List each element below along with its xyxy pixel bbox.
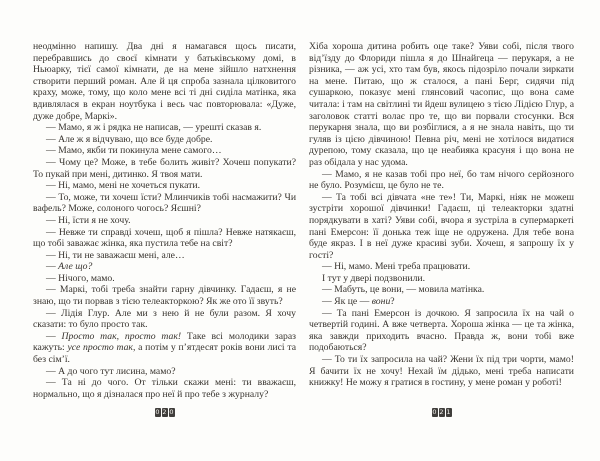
text-segment: — Ні, їсти я не хочу. xyxy=(46,214,131,226)
text-segment: — Та тобі всі дівчата «не те»! Ти, Маркі, ніяк не можеш зустріти хорошої дівчинки! Гадаєш, ці телеакторки здатні порядкувати в хаті? Уяви собі, вчора я зустріла в супермаркеті пані Емерсон: її донька теж іще не одружена. Для тебе вона буде якраз. І в неї дуже красиві зуби. Хочеш, я запрошу їх у гості? xyxy=(309,191,574,261)
text-segment: , а потім у п’ятдесят років вони лисі та без сім’ї. xyxy=(33,342,296,366)
paragraph xyxy=(33,122,296,134)
text-segment: І тут у двері подзвонили. xyxy=(322,272,426,284)
text-segment: — Ні, мамо. Мені треба працювати. xyxy=(322,261,471,273)
paragraph xyxy=(309,41,574,169)
paragraph xyxy=(33,377,296,400)
paragraph xyxy=(33,273,296,285)
text-segment: — Але ж я відчуваю, що все буде добре. xyxy=(46,133,213,145)
text-segment: Хіба хороша дитина робить оце таке? Уяви собі, після твого від’їзду до Флориди пішла я до Шнайгеца — перукаря, а не різника, — аж усі, хто там був, якось підозріло почали зиркати на мене. Питаю, що ж сталося, а пані Берг, сидячи під сушаркою, показує мені глянсовий часопис, що вона саме читала: і там на світлині ти йдеш вулицею з тією Лідією Глур, а заголовок статті волає про те, що ви порвали стосунки. Вся перукарня знала, що ви розбіглися, а я не знала навіть, що ти гуляв із цією дівчиною! Певна річ, мені не хотілося видатися дурепою, тому сказала, що це неабияка красуня і що вона не раз обідала у нас удома. xyxy=(309,41,574,168)
paragraph xyxy=(309,273,574,285)
text-segment: — А до чого тут лисина, мамо? xyxy=(46,365,176,377)
text-segment: — Невже ти справді хочеш, щоб я пішла? Невже натякаєш, що тобі заважає жінка, яка пустила тебе на світ? xyxy=(33,226,296,250)
text-segment: — Нічого, мамо. xyxy=(46,272,115,284)
paragraph xyxy=(309,354,574,389)
paragraph xyxy=(33,41,296,122)
paragraph xyxy=(309,169,574,192)
text-segment: ? xyxy=(390,296,395,308)
text-segment: — xyxy=(46,261,59,273)
page-number-digit: 2 xyxy=(439,408,444,416)
text-segment: — Мамо, я не казав тобі про неї, бо там нічого серйозного не було. Розумієш, це було не те. xyxy=(309,168,574,192)
text-segment: — Мамо, я ж і рядка не написав, — урешті сказав я. xyxy=(46,122,262,134)
italic-text: усе просто так xyxy=(67,342,133,354)
paragraph xyxy=(33,331,296,366)
paragraph xyxy=(309,296,574,308)
page-number-digit: 0 xyxy=(169,408,174,416)
page-text-right xyxy=(309,41,574,389)
text-segment: — Ні, мамо, мені не хочеться пукати. xyxy=(46,180,201,192)
text-segment: — То ти їх запросила на чай? Жени їх під три чорти, мамо! Я бачити їх не хочу! Нехай їм дідько, мені треба написати книжку! Не можу я гратися в гостину, у мене роман у роботі! xyxy=(309,354,574,389)
page-number-left xyxy=(33,408,296,417)
text-segment: — Та ні до чого. От тільки скажи мені: ти вважаєш, нормально, що я дізналася про неї й про тебе з журналу? xyxy=(33,377,296,400)
page-text-left xyxy=(33,41,296,400)
paragraph xyxy=(33,192,296,215)
text-segment: — Мамо, якби ти покинула мене самого… xyxy=(46,145,222,157)
text-segment: — Мабуть, це вони, — мовила матінка. xyxy=(322,284,485,296)
book-page-right xyxy=(309,41,574,461)
paragraph xyxy=(33,145,296,157)
text-segment: — Та пані Емерсон із дочкою. Я запросила їх на чай о четвертій годині. А вже четверта. Хороша жінка — це та жінка, яка завжди приходить вчасно. Правда ж, вони тобі вже подобаються? xyxy=(309,307,574,354)
italic-text: вони xyxy=(371,296,391,308)
paragraph xyxy=(33,284,296,307)
text-segment: — То, може, ти хочеш їсти? Млинчиків тобі насмажити? Чи вафель? Може, солоного чогось? Яєшні? xyxy=(33,191,296,215)
text-segment: — Маркі, тобі треба знайти гарну дівчинку. Гадаєш, я не знаю, що ти порвав з тією телеакторкою? Як же ото її звуть? xyxy=(33,284,296,308)
italic-text: Але що? xyxy=(58,261,93,273)
text-segment: — xyxy=(46,330,62,342)
paragraph xyxy=(33,261,296,273)
text-segment: — Лідія Глур. Але ми з нею й не були разом. Я хочу сказати: то було просто так. xyxy=(33,307,296,331)
paragraph xyxy=(33,366,296,378)
page-number-digit: 1 xyxy=(446,408,451,416)
paragraph xyxy=(309,261,574,273)
text-segment: — Чому це? Може, в тебе болить живіт? Хочеш попукати? То пукай при мені, дитинко. Я твоя мати. xyxy=(33,156,296,180)
paragraph xyxy=(33,308,296,331)
page-number-digit: 2 xyxy=(162,408,167,416)
paragraph xyxy=(309,308,574,354)
paragraph xyxy=(33,157,296,180)
paragraph xyxy=(33,134,296,146)
paragraph xyxy=(33,227,296,250)
paragraph xyxy=(309,192,574,262)
italic-text: Просто так, просто так! xyxy=(61,330,182,342)
book-page-left xyxy=(33,41,296,461)
text-segment: Таке всі молодики зараз кажуть: xyxy=(33,330,296,354)
paragraph xyxy=(33,180,296,192)
page-number-digit: 0 xyxy=(432,408,437,416)
paragraph xyxy=(33,250,296,262)
paragraph xyxy=(33,215,296,227)
text-segment: неодмінно напишу. Два дні я намагався щось писати, перебравшись до своєї кімнати у батьківському домі, в Ньюарку, тієї самої кімнати, де на мене зійшло натхнення створити перший роман. Але й ця спроба зазнала цілковитого краху, може, тому, що коло мене всі ті дні сиділа матінка, яка вдивлялася в екран ноутбука і весь час повторювала: «Дуже, дуже добре, Маркі». xyxy=(33,41,296,122)
page-number-right xyxy=(309,408,574,417)
text-segment: — Як це — xyxy=(322,296,372,308)
paragraph xyxy=(309,284,574,296)
page-number-digit: 0 xyxy=(155,408,160,416)
text-segment: — Ні, ти не заважаєш мені, але… xyxy=(46,249,185,261)
